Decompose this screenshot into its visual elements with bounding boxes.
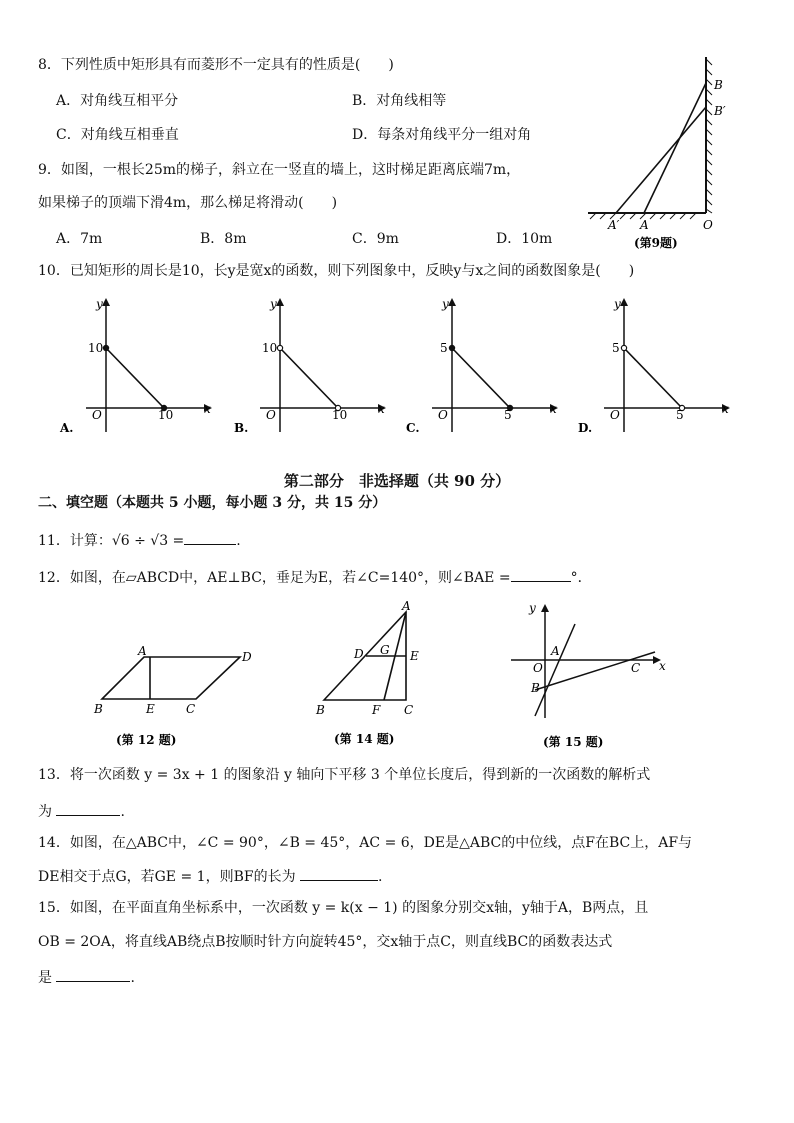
x-intercept-label: 5 <box>676 408 684 422</box>
q13-line2 <box>38 801 125 821</box>
label-c: C <box>404 703 414 717</box>
y-intercept-label: 10 <box>262 341 278 355</box>
function-line <box>106 348 164 408</box>
graph-option-c <box>404 292 564 440</box>
q8-option-a: A．对角线互相平分 <box>56 93 179 109</box>
x-intercept-label: 10 <box>332 408 348 422</box>
x-label: x <box>659 659 666 673</box>
label-d: D <box>242 650 252 664</box>
fig9-caption: (第9题) <box>634 236 678 250</box>
q14-line1: 14．如图，在△ABC中，∠C = 90°，∠B = 45°，AC = 6，DE是△ABC的中位线，点F在BC上，AF与 <box>38 835 693 851</box>
y-arrow-icon <box>448 298 456 306</box>
section-heading: 二、填空题（本题共 5 小题，每小题 3 分，共 15 分） <box>38 495 387 511</box>
q8-option-d: D．每条对角线平分一组对角 <box>352 127 532 143</box>
label-a: A <box>138 644 147 658</box>
x-label: x <box>550 402 557 416</box>
label-c: C <box>631 661 641 675</box>
fig12-caption: (第 12 题) <box>116 733 177 747</box>
label-b: B <box>714 78 723 92</box>
triangle-figure <box>310 600 440 750</box>
y-arrow-icon <box>102 298 110 306</box>
fig14-caption: (第 14 题) <box>334 732 395 746</box>
label-o: O <box>703 218 713 232</box>
q12 <box>38 567 592 587</box>
x-label: x <box>204 402 211 416</box>
label-a-prime: A′ <box>608 218 620 232</box>
q13-prefix: 为 <box>38 804 52 820</box>
y-label: y <box>442 297 449 311</box>
y-intercept-label: 10 <box>88 341 104 355</box>
q9-option-d: D．10m <box>496 231 553 247</box>
option-letter: B. <box>234 421 249 435</box>
y-intercept-label: 5 <box>440 341 448 355</box>
label-a: A <box>551 644 560 658</box>
q15-line3 <box>38 967 135 987</box>
q9-option-b: B．8m <box>200 231 247 247</box>
y-arrow-icon <box>620 298 628 306</box>
q13-end: . <box>120 804 125 820</box>
ladder-slid <box>616 107 706 213</box>
endpoint-y <box>103 345 108 350</box>
graph-option-a <box>58 292 218 440</box>
q8-option-c: C．对角线互相垂直 <box>56 127 179 143</box>
y-label: y <box>96 297 103 311</box>
x-intercept-label: 5 <box>504 408 512 422</box>
q9-line2: 如果梯子的顶端下滑4m，那么梯足将滑动( ) <box>38 195 338 211</box>
label-b-prime: B′ <box>714 104 726 118</box>
q12-end: °． <box>570 570 592 586</box>
y-arrow-icon <box>276 298 284 306</box>
q15-line2: OB = 2OA，将直线AB绕点B按顺时针方向旋转45°，交x轴于点C，则直线BC的函数表达式 <box>38 934 613 950</box>
label-o: O <box>533 661 543 675</box>
x-label: x <box>722 402 729 416</box>
q12-answer-blank[interactable] <box>511 567 571 582</box>
label-b: B <box>531 681 540 695</box>
graph-option-d <box>576 292 736 440</box>
ladder-original <box>644 83 706 213</box>
x-intercept-label: 10 <box>158 408 174 422</box>
q11-end: . <box>236 533 241 549</box>
q9-option-a: A．7m <box>56 231 103 247</box>
function-line <box>624 348 682 408</box>
option-letter: A. <box>60 421 74 435</box>
origin-label: O <box>610 408 620 422</box>
graph-option-b <box>232 292 392 440</box>
y-label: y <box>614 297 621 311</box>
origin-label: O <box>92 408 102 422</box>
q15-prefix: 是 <box>38 970 52 986</box>
q9-option-c: C．9m <box>352 231 399 247</box>
label-g: G <box>380 643 390 657</box>
y-label: y <box>529 601 536 615</box>
label-d: D <box>354 647 364 661</box>
option-letter: C. <box>406 421 420 435</box>
origin-label: O <box>438 408 448 422</box>
q9-line1: 9．如图，一根长25m的梯子，斜立在一竖直的墙上，这时梯足距离底端7m， <box>38 162 521 178</box>
q14-line2 <box>38 866 382 886</box>
option-letter: D. <box>578 421 593 435</box>
label-a: A <box>640 218 649 232</box>
part2-heading: 第二部分 非选择题（共 90 分） <box>283 472 511 490</box>
q11-answer-blank[interactable] <box>184 530 236 545</box>
parallelogram-figure <box>88 645 268 755</box>
label-a: A <box>402 599 411 613</box>
parallelogram-abcd <box>102 657 240 699</box>
endpoint-y <box>621 345 626 350</box>
endpoint-y <box>449 345 454 350</box>
q13-line1: 13．将一次函数 y = 3x + 1 的图象沿 y 轴向下平移 3 个单位长度后，得到新的一次函数的解析式 <box>38 767 651 783</box>
q15-end: . <box>130 970 135 986</box>
ladder-figure <box>580 55 740 250</box>
y-label: y <box>270 297 277 311</box>
origin-label: O <box>266 408 276 422</box>
label-f: F <box>372 703 381 717</box>
label-b: B <box>94 702 103 716</box>
endpoint-y <box>277 345 282 350</box>
label-c: C <box>186 702 196 716</box>
q10-stem: 10．已知矩形的周长是10，长y是宽x的函数，则下列图象中，反映y与x之间的函数图象是( ) <box>38 263 635 279</box>
y-intercept-label: 5 <box>612 341 620 355</box>
q8-option-b: B．对角线相等 <box>352 93 447 109</box>
coordinate-figure <box>505 598 680 758</box>
q15-line1: 15．如图，在平面直角坐标系中，一次函数 y = k(x − 1) 的图象分别交x轴，y轴于A，B两点，且 <box>38 900 649 916</box>
q8-stem: 8．下列性质中矩形具有而菱形不一定具有的性质是( ) <box>38 57 394 73</box>
q14-text: DE相交于点G，若GE = 1，则BF的长为 <box>38 869 296 885</box>
q14-end: . <box>378 869 383 885</box>
label-b: B <box>316 703 325 717</box>
function-line <box>452 348 510 408</box>
q11-text: 11．计算：√6 ÷ √3 = <box>38 533 185 549</box>
label-e: E <box>410 649 419 663</box>
label-e: E <box>146 702 155 716</box>
function-line <box>280 348 338 408</box>
y-arrow-icon <box>541 604 549 612</box>
fig15-caption: (第 15 题) <box>543 735 604 749</box>
q14-answer-blank[interactable] <box>300 866 378 881</box>
q12-text: 12．如图，在▱ABCD中，AE⊥BC，垂足为E，若∠C=140°，则∠BAE = <box>38 570 511 586</box>
q11 <box>38 530 241 550</box>
q15-answer-blank[interactable] <box>56 967 130 982</box>
x-label: x <box>378 402 385 416</box>
q13-answer-blank[interactable] <box>56 801 120 816</box>
